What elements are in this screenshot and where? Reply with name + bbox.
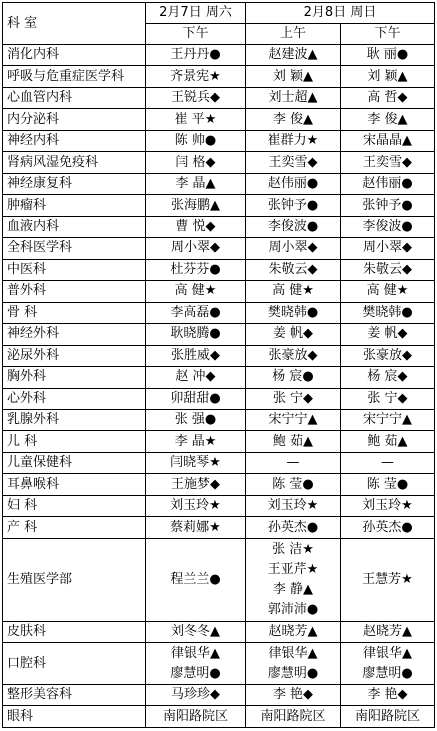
doctor-feb8-afternoon [341, 259, 435, 280]
doctor-feb8-morning [246, 388, 341, 409]
doctor-feb8-morning [246, 66, 341, 87]
doctor-entry: 樊晓韩● [267, 304, 319, 320]
doctor-entry: 陈 帅● [174, 133, 217, 149]
doctor-entry: 王丹丹● [170, 47, 221, 63]
duty-schedule-table [2, 2, 435, 728]
doctor-feb8-morning [246, 45, 341, 66]
doctor-feb7-afternoon [146, 238, 246, 259]
doctor-feb8-morning [246, 431, 341, 452]
doctor-feb8-afternoon [341, 238, 435, 259]
doctor-feb7-afternoon [146, 130, 246, 151]
doctor-entry: 王奕雪◆ [363, 154, 412, 170]
doctor-feb7-afternoon [146, 517, 246, 538]
doctor-entry: 高 哲◆ [367, 90, 408, 106]
doctor-entry: 刘士超▲ [268, 90, 318, 106]
doctor-entry: 张钟予● [267, 197, 319, 213]
doctor-feb7-afternoon [146, 621, 246, 642]
doctor-entry: 张 宁◆ [272, 390, 314, 406]
table-row [3, 684, 435, 705]
doctor-feb7-afternoon [146, 173, 246, 194]
department-name: 耳鼻喉科 [3, 474, 146, 495]
doctor-feb7-afternoon [146, 152, 246, 173]
doctor-feb7-afternoon [146, 409, 246, 430]
doctor-feb8-afternoon [341, 538, 435, 621]
table-row [3, 345, 435, 366]
department-name: 胸外科 [3, 367, 146, 388]
doctor-feb8-afternoon [341, 409, 435, 430]
doctor-feb8-afternoon [341, 45, 435, 66]
doctor-entry: 樊晓韩● [362, 304, 413, 320]
doctor-entry: 王亚芹★ [267, 561, 319, 577]
table-row [3, 238, 435, 259]
department-name: 骨 科 [3, 302, 146, 323]
department-name: 血液内科 [3, 216, 146, 237]
department-name: 消化内科 [3, 45, 146, 66]
table-row [3, 173, 435, 194]
doctor-entry: 赵建波▲ [268, 47, 318, 63]
table-row [3, 388, 435, 409]
doctor-entry: 高 健★ [174, 283, 217, 299]
doctor-entry: 李 晶▲ [175, 176, 216, 192]
doctor-feb8-morning [246, 152, 341, 173]
doctor-feb8-afternoon [341, 643, 435, 685]
table-row [3, 152, 435, 173]
date-header-feb7: 2月7日 周六 [146, 3, 246, 24]
doctor-entry: 曹 悦◆ [175, 218, 216, 234]
department-name: 全科医学科 [3, 238, 146, 259]
doctor-feb7-afternoon [146, 345, 246, 366]
doctor-feb7-afternoon [146, 388, 246, 409]
doctor-entry: 李高磊● [170, 304, 221, 320]
doctor-entry: 程兰兰● [170, 571, 221, 587]
department-name: 整形美容科 [3, 684, 146, 705]
department-name: 眼科 [3, 706, 146, 728]
doctor-entry: 宋宁宁▲ [268, 412, 318, 428]
table-row [3, 195, 435, 216]
doctor-feb8-afternoon [341, 302, 435, 323]
doctor-feb8-morning [246, 367, 341, 388]
doctor-feb8-afternoon [341, 388, 435, 409]
doctor-entry: 宋晶晶▲ [363, 133, 412, 149]
date-header-feb8: 2月8日 周日 [246, 3, 435, 24]
doctor-feb7-afternoon [146, 259, 246, 280]
doctor-feb8-morning [246, 281, 341, 302]
department-name: 呼吸与危重症医学科 [3, 66, 146, 87]
doctor-entry: 李俊波● [362, 218, 413, 234]
department-name: 肿瘤科 [3, 195, 146, 216]
doctor-feb8-morning [246, 173, 341, 194]
doctor-feb8-afternoon [341, 684, 435, 705]
doctor-entry: 耿 丽● [366, 47, 409, 63]
doctor-feb8-morning [246, 195, 341, 216]
doctor-entry: 崔 平★ [174, 111, 217, 127]
doctor-feb7-afternoon [146, 684, 246, 705]
doctor-entry: 南阳路院区 [354, 708, 420, 724]
doctor-feb7-afternoon [146, 452, 246, 473]
table-row [3, 367, 435, 388]
doctor-entry: 李 晶★ [174, 433, 217, 449]
department-name: 泌尿外科 [3, 345, 146, 366]
table-row [3, 130, 435, 151]
doctor-feb7-afternoon [146, 324, 246, 345]
department-name: 乳腺外科 [3, 409, 146, 430]
doctor-feb8-afternoon [341, 87, 435, 108]
department-name: 妇 科 [3, 495, 146, 516]
department-name: 神经内科 [3, 130, 146, 151]
doctor-feb7-afternoon [146, 706, 246, 728]
session-header-feb8-afternoon: 下午 [341, 24, 435, 45]
doctor-entry: 李 艳◆ [367, 687, 408, 703]
table-row [3, 216, 435, 237]
doctor-entry: 南阳路院区 [260, 708, 326, 724]
doctor-feb8-morning [246, 517, 341, 538]
doctor-entry: 张豪放◆ [363, 347, 412, 363]
department-name: 皮肤科 [3, 621, 146, 642]
doctor-entry: 张 洁★ [272, 541, 314, 557]
doctor-feb7-afternoon [146, 281, 246, 302]
doctor-feb8-afternoon [341, 173, 435, 194]
header-row-dates [3, 3, 435, 24]
table-row [3, 474, 435, 495]
doctor-feb8-morning [246, 87, 341, 108]
table-row [3, 538, 435, 621]
department-name: 儿童保健科 [3, 452, 146, 473]
doctor-entry: 赵 冲◆ [175, 369, 216, 385]
doctor-entry: 律银华▲ [363, 645, 412, 661]
table-row [3, 281, 435, 302]
doctor-feb8-afternoon [341, 621, 435, 642]
doctor-feb8-morning [246, 324, 341, 345]
department-name: 心外科 [3, 388, 146, 409]
doctor-entry: 高 健★ [272, 283, 314, 299]
doctor-entry: 刘冬冬▲ [171, 623, 220, 639]
department-name: 普外科 [3, 281, 146, 302]
department-name: 口腔科 [3, 643, 146, 685]
doctor-entry: 李 俊▲ [272, 111, 314, 127]
session-header-feb7-afternoon: 下午 [146, 24, 246, 45]
doctor-entry: 宋宁宁▲ [363, 412, 412, 428]
doctor-entry: 李 艳◆ [272, 687, 314, 703]
doctor-feb8-afternoon [341, 367, 435, 388]
doctor-entry: 李 静▲ [272, 581, 314, 597]
doctor-feb8-morning [246, 259, 341, 280]
table-row [3, 109, 435, 130]
doctor-feb7-afternoon [146, 109, 246, 130]
doctor-entry: 南阳路院区 [162, 708, 228, 724]
department-header: 科 室 [3, 3, 146, 45]
doctor-entry: 卯甜甜● [170, 390, 221, 406]
table-row [3, 302, 435, 323]
doctor-entry: 杨 宸● [272, 369, 314, 385]
doctor-entry: 赵伟丽● [362, 176, 413, 192]
department-name: 神经康复科 [3, 173, 146, 194]
table-row [3, 87, 435, 108]
doctor-feb8-afternoon [341, 66, 435, 87]
doctor-entry: 周小翠◆ [171, 240, 220, 256]
doctor-entry: 孙英杰● [267, 519, 319, 535]
doctor-entry: 赵晓芳▲ [268, 623, 318, 639]
doctor-feb8-morning [246, 302, 341, 323]
doctor-feb7-afternoon [146, 538, 246, 621]
doctor-entry: 周小翠◆ [268, 240, 318, 256]
doctor-entry: 王慧芳★ [362, 571, 413, 587]
department-name: 心血管内科 [3, 87, 146, 108]
doctor-feb8-morning [246, 409, 341, 430]
department-name: 儿 科 [3, 431, 146, 452]
department-name: 生殖医学部 [3, 538, 146, 621]
doctor-feb7-afternoon [146, 474, 246, 495]
department-name: 内分泌科 [3, 109, 146, 130]
doctor-entry: 马珍珍◆ [171, 687, 220, 703]
doctor-entry: 朱敬云◆ [268, 261, 318, 277]
doctor-feb8-morning [246, 452, 341, 473]
doctor-entry: 姜 帆◆ [272, 326, 314, 342]
doctor-entry: 刘 颖▲ [367, 68, 408, 84]
doctor-feb8-morning [246, 495, 341, 516]
doctor-entry: 廖慧明● [170, 665, 221, 681]
table-row [3, 259, 435, 280]
doctor-entry: 杨 宸◆ [367, 369, 408, 385]
doctor-entry: 姜 帆◆ [367, 326, 408, 342]
doctor-entry: — [381, 455, 394, 471]
doctor-feb7-afternoon [146, 643, 246, 685]
doctor-feb8-afternoon [341, 216, 435, 237]
doctor-entry: 朱敬云◆ [363, 261, 412, 277]
schedule-body [3, 45, 435, 728]
doctor-entry: 闫 格◆ [175, 154, 216, 170]
doctor-feb7-afternoon [146, 302, 246, 323]
doctor-entry: 李俊波● [267, 218, 319, 234]
doctor-entry: 蔡莉娜★ [170, 519, 221, 535]
doctor-feb7-afternoon [146, 431, 246, 452]
table-row [3, 621, 435, 642]
doctor-feb8-afternoon [341, 195, 435, 216]
table-row [3, 452, 435, 473]
session-header-feb8-morning: 上午 [246, 24, 341, 45]
doctor-feb7-afternoon [146, 495, 246, 516]
table-row [3, 324, 435, 345]
doctor-feb8-afternoon [341, 324, 435, 345]
doctor-feb7-afternoon [146, 216, 246, 237]
doctor-feb8-afternoon [341, 517, 435, 538]
doctor-feb8-morning [246, 474, 341, 495]
doctor-feb8-morning [246, 109, 341, 130]
doctor-entry: 王锐兵◆ [171, 90, 220, 106]
doctor-entry: 刘玉玲★ [362, 498, 413, 514]
doctor-entry: 张 宁◆ [367, 390, 408, 406]
doctor-feb7-afternoon [146, 367, 246, 388]
doctor-feb8-afternoon [341, 109, 435, 130]
doctor-entry: 李 俊▲ [367, 111, 408, 127]
doctor-entry: 齐景宪★ [170, 68, 221, 84]
doctor-feb8-afternoon [341, 706, 435, 728]
doctor-entry: 闫晓琴★ [170, 455, 221, 471]
doctor-feb8-afternoon [341, 431, 435, 452]
doctor-entry: 鲍 茹▲ [272, 433, 314, 449]
doctor-entry: 王施梦◆ [171, 476, 220, 492]
doctor-feb8-afternoon [341, 474, 435, 495]
doctor-feb8-afternoon [341, 345, 435, 366]
department-name: 产 科 [3, 517, 146, 538]
doctor-feb8-morning [246, 130, 341, 151]
doctor-feb8-afternoon [341, 281, 435, 302]
doctor-entry: 崔群力★ [267, 133, 319, 149]
doctor-entry: 刘玉玲★ [267, 498, 319, 514]
doctor-feb8-morning [246, 216, 341, 237]
doctor-entry: 郭沛沛● [267, 601, 319, 617]
doctor-feb7-afternoon [146, 45, 246, 66]
doctor-entry: 陈 莹● [272, 476, 314, 492]
doctor-entry: 刘玉玲★ [170, 498, 221, 514]
doctor-entry: 鲍 茹▲ [367, 433, 408, 449]
table-row [3, 643, 435, 685]
doctor-entry: 张胜威◆ [171, 347, 220, 363]
department-name: 神经外科 [3, 324, 146, 345]
doctor-entry: 孙英杰● [362, 519, 413, 535]
doctor-entry: 张豪放◆ [268, 347, 318, 363]
table-row [3, 495, 435, 516]
doctor-feb8-morning [246, 684, 341, 705]
doctor-entry: 张 强● [174, 412, 217, 428]
doctor-feb7-afternoon [146, 87, 246, 108]
doctor-entry: 杜芬芬● [170, 261, 221, 277]
doctor-feb8-morning [246, 238, 341, 259]
doctor-entry: 廖慧明● [362, 665, 413, 681]
doctor-entry: 刘 颖▲ [272, 68, 314, 84]
doctor-entry: — [286, 455, 300, 471]
doctor-entry: 陈 莹● [366, 476, 409, 492]
table-row [3, 66, 435, 87]
department-name: 中医科 [3, 259, 146, 280]
doctor-feb8-morning [246, 643, 341, 685]
doctor-entry: 赵伟丽● [267, 176, 319, 192]
doctor-entry: 张海鹏▲ [171, 197, 220, 213]
doctor-feb8-morning [246, 621, 341, 642]
doctor-entry: 耿晓腾● [170, 326, 221, 342]
doctor-entry: 赵晓芳▲ [363, 623, 412, 639]
doctor-entry: 高 健★ [366, 283, 409, 299]
doctor-feb8-morning [246, 538, 341, 621]
doctor-feb8-afternoon [341, 452, 435, 473]
doctor-feb7-afternoon [146, 195, 246, 216]
doctor-feb8-afternoon [341, 152, 435, 173]
doctor-entry: 廖慧明● [267, 665, 319, 681]
doctor-feb8-afternoon [341, 495, 435, 516]
doctor-entry: 王奕雪◆ [268, 154, 318, 170]
doctor-feb8-afternoon [341, 130, 435, 151]
table-row [3, 706, 435, 728]
table-row [3, 431, 435, 452]
table-row [3, 45, 435, 66]
table-row [3, 409, 435, 430]
doctor-feb8-morning [246, 706, 341, 728]
doctor-entry: 张钟予● [362, 197, 413, 213]
doctor-feb7-afternoon [146, 66, 246, 87]
doctor-entry: 周小翠◆ [363, 240, 412, 256]
department-name: 肾病风湿免疫科 [3, 152, 146, 173]
table-row [3, 517, 435, 538]
doctor-feb8-morning [246, 345, 341, 366]
doctor-entry: 律银华▲ [268, 645, 318, 661]
doctor-entry: 律银华▲ [171, 645, 220, 661]
